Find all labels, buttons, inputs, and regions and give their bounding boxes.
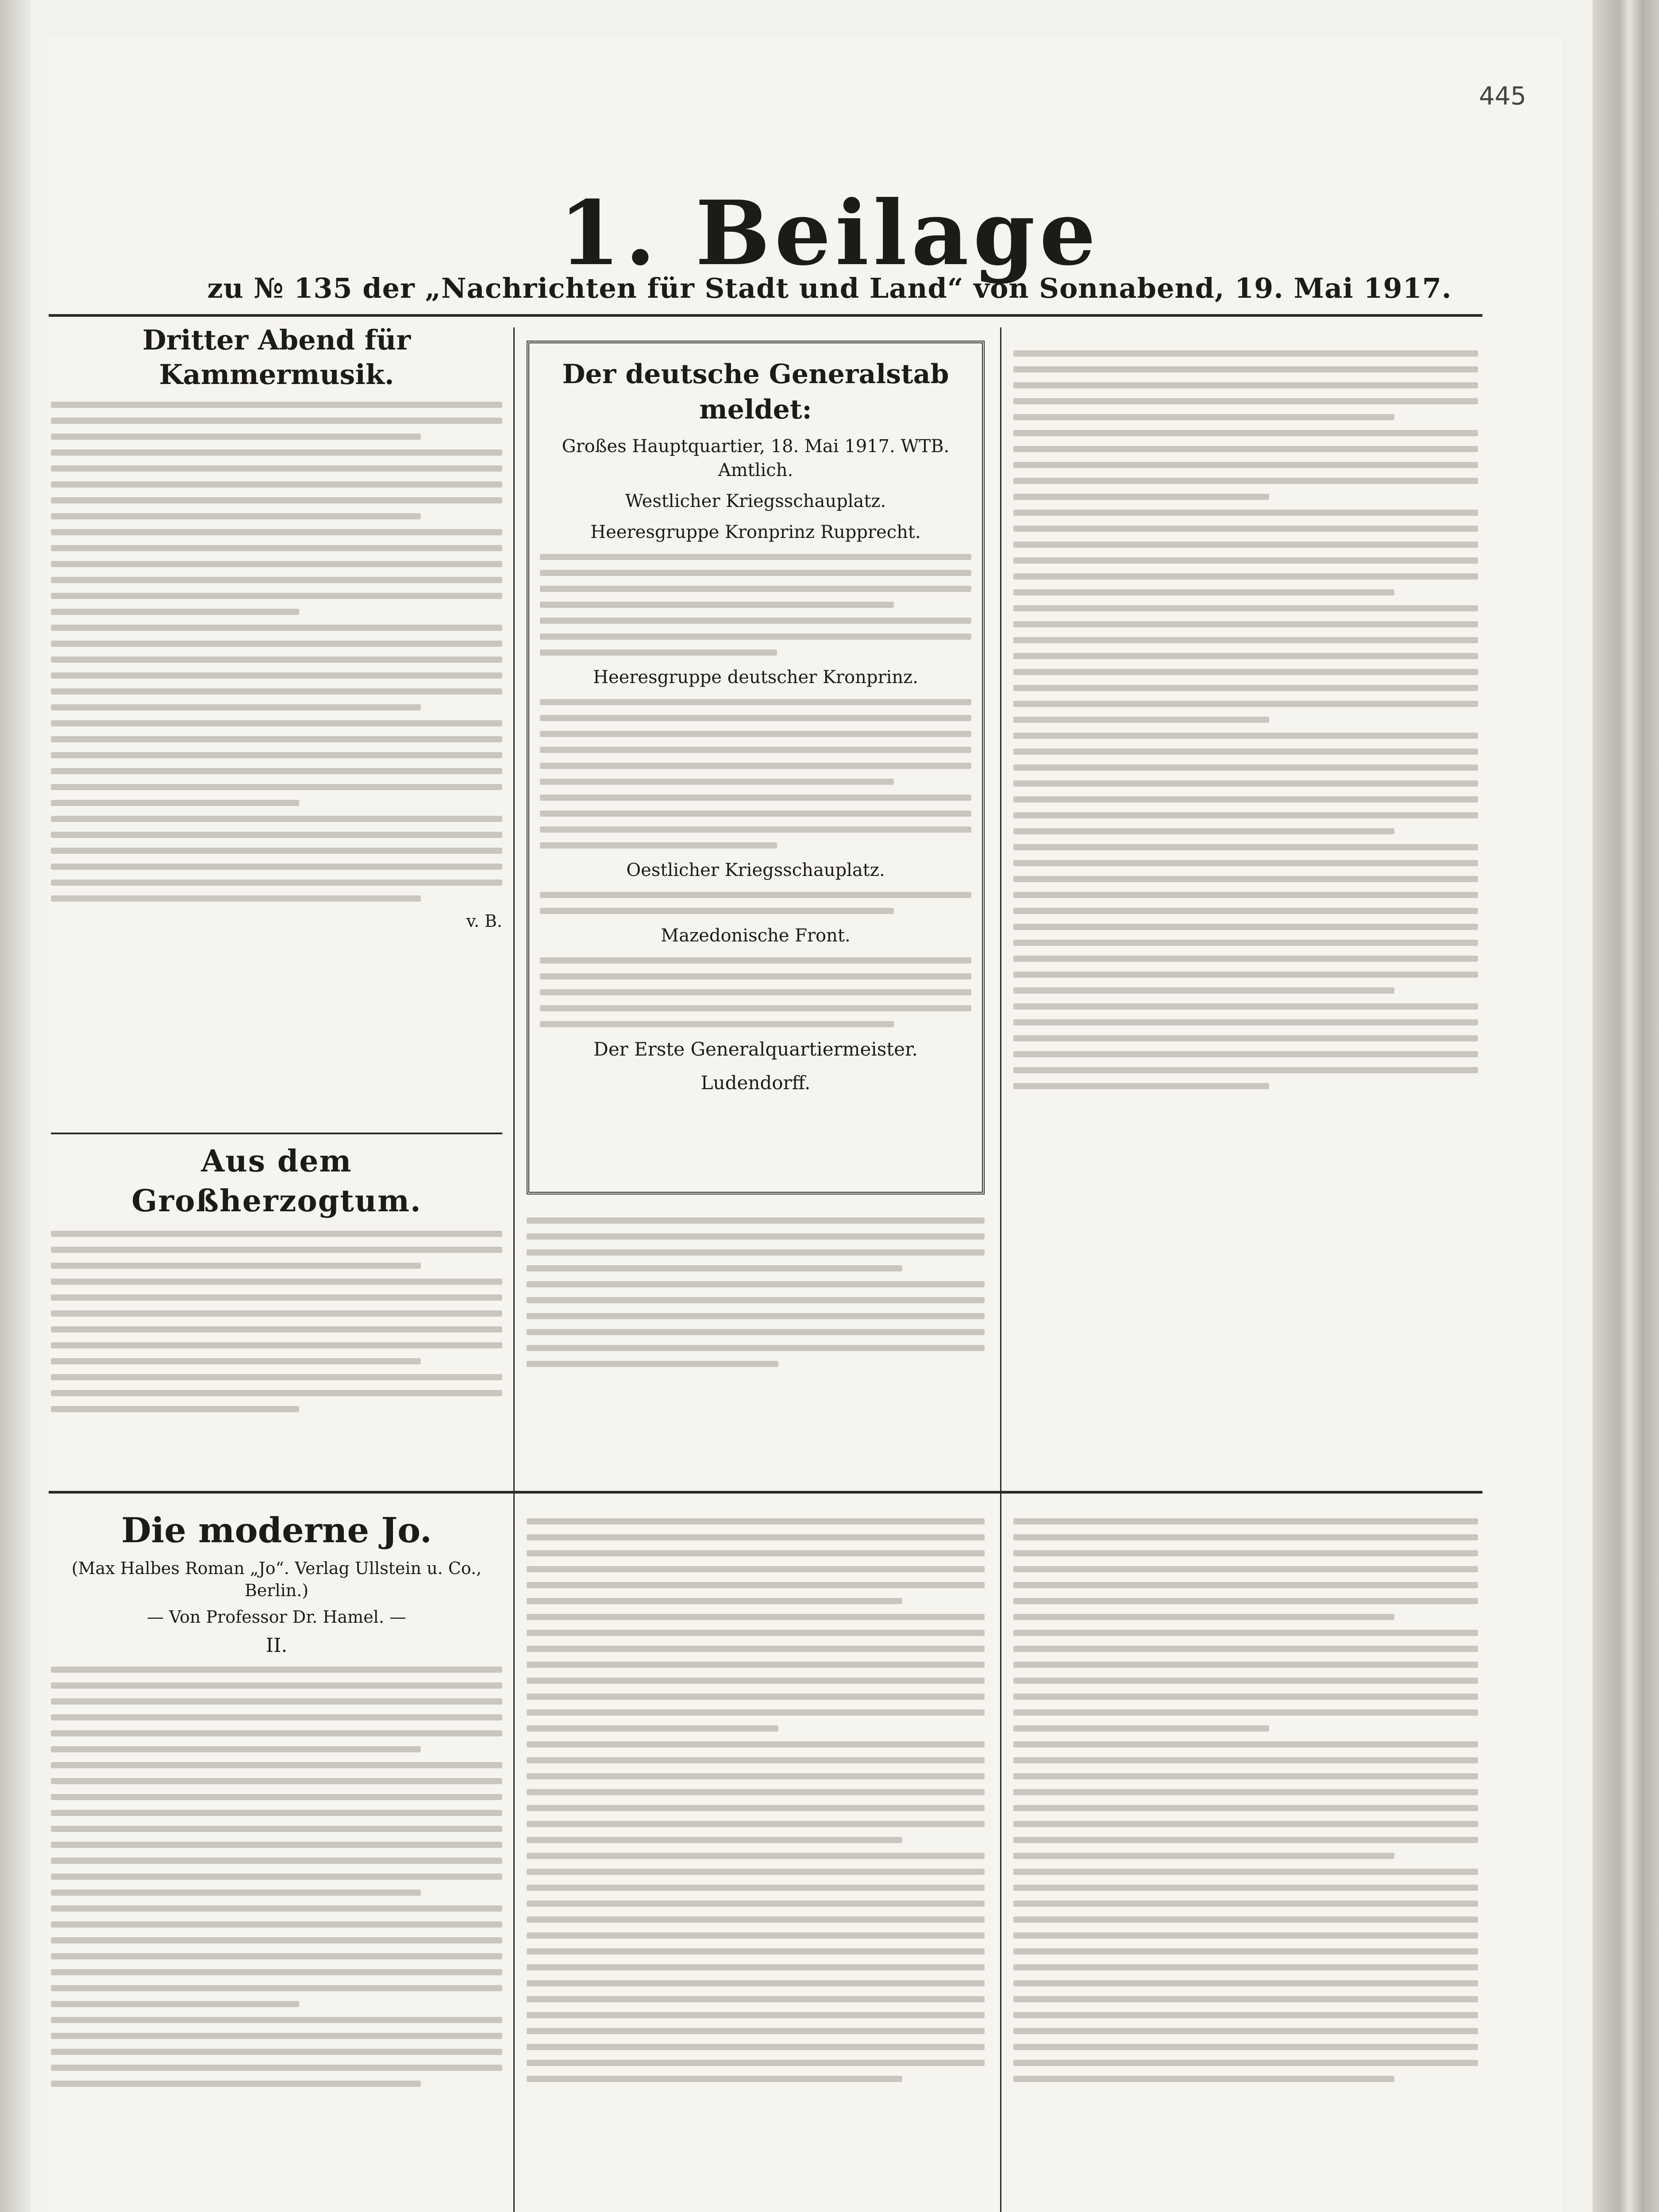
- article-text-line: [527, 1566, 985, 1572]
- novel-byline: (Max Halbes Roman „Jo“. Verlag Ullstein u. Co., Berlin.): [71, 1559, 482, 1600]
- article-text-line: [540, 779, 894, 785]
- article-text-line: [1013, 1678, 1478, 1684]
- article-text-line: [527, 1869, 985, 1875]
- article-text-line: [1013, 1646, 1478, 1652]
- article-text-line: [51, 2001, 299, 2007]
- article-text-line: [51, 1374, 502, 1380]
- article-text-line: [1013, 1019, 1478, 1025]
- article-text-line: [527, 1901, 985, 1907]
- article-text-line: [1013, 892, 1478, 898]
- article-text-line: [51, 1889, 421, 1896]
- article-text-line: [540, 618, 971, 624]
- article-text-line: [527, 2060, 985, 2066]
- article-text-line: [51, 1778, 502, 1784]
- article-text-line: [51, 1826, 502, 1832]
- article-text-line: [1013, 733, 1478, 739]
- article-text-line: [51, 1682, 502, 1689]
- article-text-line: [1013, 1725, 1269, 1732]
- article-text-line: [51, 1858, 502, 1864]
- article-text-line: [1013, 972, 1478, 978]
- novel-author: — Von Professor Dr. Hamel. —: [147, 1607, 406, 1627]
- article-text-line: [527, 2076, 902, 2082]
- article-text-line: [51, 864, 502, 870]
- article-text-line: [51, 609, 299, 615]
- article-text-line: [527, 1646, 985, 1652]
- masthead-title: 1. Beilage: [558, 181, 1101, 285]
- article-text-line: [527, 1630, 985, 1636]
- article-text-line: [1013, 1773, 1478, 1779]
- article-text-line: [51, 1406, 299, 1412]
- article-text-line: [51, 1326, 502, 1333]
- article-text-line: [527, 1345, 985, 1351]
- article-text-line: [1013, 685, 1478, 691]
- article-text-line: [51, 641, 502, 647]
- article-text-line: [51, 672, 502, 679]
- article-text-line: [51, 593, 502, 599]
- article-text-line: [527, 1757, 985, 1763]
- article-text-line: [527, 1805, 985, 1811]
- section-heading-macedonia: Mazedonische Front.: [661, 926, 851, 946]
- article-text-line: [540, 1005, 971, 1011]
- article-text-line: [540, 747, 971, 753]
- article-text-line: [1013, 1534, 1478, 1540]
- article-text-line: [1013, 717, 1269, 723]
- general-staff-title: Der deutsche Generalstab meldet:: [562, 359, 949, 425]
- article-text-line: [1013, 1614, 1394, 1620]
- middle-column-continuation: [527, 1208, 985, 1482]
- article-text-line: [51, 879, 502, 886]
- article-text-line: [51, 402, 502, 408]
- right-column-news: [1013, 341, 1478, 1482]
- article-text-line: [51, 434, 421, 440]
- article-text-line: [1013, 1932, 1478, 1939]
- article-text-line: [527, 1550, 985, 1556]
- article-text-line: [1013, 414, 1394, 420]
- section-heading-west: Westlicher Kriegsschauplatz.: [625, 491, 886, 511]
- article-text-line: [1013, 1821, 1478, 1827]
- article-text-line: [51, 577, 502, 583]
- article-text-line: [1013, 1630, 1478, 1636]
- article-text-line: [1013, 1837, 1478, 1843]
- article-text-line: [51, 1294, 502, 1301]
- article-text-line: [1013, 1051, 1478, 1057]
- article-text-line: [540, 731, 971, 737]
- music-article-title: Dritter Abend für Kammermusik.: [142, 324, 411, 391]
- article-text-line: [1013, 541, 1478, 548]
- article-text-line: [527, 1773, 985, 1779]
- article-text-line: [1013, 494, 1269, 500]
- grand-duchy-title: Aus dem Großherzogtum.: [131, 1144, 422, 1219]
- article-text-line: [51, 784, 502, 790]
- article-text-line: [527, 1932, 985, 1939]
- article-text-line: [540, 570, 971, 576]
- music-article: [51, 323, 502, 1119]
- article-text-line: [1013, 1035, 1478, 1041]
- article-text-line: [527, 1916, 985, 1923]
- article-text-line: [540, 957, 971, 964]
- article-text-line: [1013, 653, 1478, 659]
- article-text-line: [51, 1698, 502, 1705]
- article-text-line: [1013, 2060, 1478, 2066]
- article-text-line: [540, 908, 894, 914]
- article-text-line: [1013, 796, 1478, 803]
- article-text-line: [1013, 812, 1478, 818]
- article-text-line: [1013, 382, 1478, 388]
- article-text-line: [527, 2028, 985, 2034]
- article-text-line: [1013, 2076, 1394, 2082]
- article-text-line: [51, 529, 502, 535]
- article-text-line: [527, 1329, 985, 1335]
- article-text-line: [1013, 1083, 1269, 1089]
- article-text-line: [51, 704, 421, 710]
- article-text-line: [1013, 669, 1478, 675]
- article-text-line: [51, 1342, 502, 1348]
- article-text-line: [51, 1985, 502, 1991]
- grand-duchy-section: [51, 1141, 502, 1478]
- article-text-line: [1013, 589, 1394, 595]
- article-text-line: [1013, 1916, 1478, 1923]
- article-text-line: [51, 752, 502, 758]
- article-text-line: [540, 649, 777, 656]
- article-text-line: [1013, 1598, 1478, 1604]
- article-text-line: [1013, 924, 1478, 930]
- article-text-line: [51, 449, 502, 456]
- article-text-line: [540, 699, 971, 705]
- novel-review-title: Die moderne Jo.: [121, 1510, 432, 1551]
- article-text-line: [1013, 828, 1394, 834]
- article-text-line: [540, 586, 971, 592]
- article-text-line: [527, 1233, 985, 1240]
- article-text-line: [527, 1725, 778, 1732]
- header-rule: [49, 314, 1482, 317]
- article-text-line: [51, 736, 502, 742]
- article-text-line: [540, 763, 971, 769]
- feuilleton-rule: [49, 1491, 1482, 1494]
- article-text-line: [527, 1361, 778, 1367]
- article-text-line: [1013, 478, 1478, 484]
- book-page-stack: [1593, 0, 1659, 2212]
- article-text-line: [527, 1789, 985, 1795]
- article-text-line: [1013, 2012, 1478, 2018]
- article-text-line: [540, 1021, 894, 1027]
- article-text-line: [527, 1614, 985, 1620]
- article-text-line: [527, 1694, 985, 1700]
- article-text-line: [1013, 844, 1478, 850]
- article-text-line: [51, 1842, 502, 1848]
- article-text-line: [1013, 2028, 1478, 2034]
- article-text-line: [51, 1810, 502, 1816]
- article-text-line: [1013, 621, 1478, 627]
- article-text-line: [527, 1534, 985, 1540]
- article-text-line: [51, 1794, 502, 1800]
- article-text-line: [51, 768, 502, 774]
- article-text-line: [1013, 1067, 1478, 1073]
- article-text-line: [1013, 1996, 1478, 2002]
- page-number: 445: [1479, 82, 1526, 111]
- article-text-line: [1013, 1980, 1478, 1986]
- article-text-line: [527, 1948, 985, 1955]
- novel-chapter: II.: [266, 1634, 288, 1657]
- general-staff-report: [527, 341, 985, 1194]
- music-article-signoff: v. B.: [466, 911, 502, 931]
- article-text-line: [527, 1598, 902, 1604]
- article-text-line: [527, 1853, 985, 1859]
- article-text-line: [51, 1231, 502, 1237]
- article-text-line: [51, 1874, 502, 1880]
- article-text-line: [51, 895, 421, 902]
- article-text-line: [51, 2065, 502, 2071]
- article-text-line: [51, 561, 502, 567]
- article-text-line: [51, 832, 502, 838]
- article-text-line: [1013, 1789, 1478, 1795]
- article-text-line: [1013, 350, 1478, 357]
- article-text-line: [1013, 398, 1478, 404]
- article-text-line: [1013, 462, 1478, 468]
- article-text-line: [1013, 573, 1478, 580]
- article-text-line: [51, 513, 421, 519]
- column-divider: [513, 327, 515, 2212]
- article-text-line: [1013, 557, 1478, 564]
- article-text-line: [540, 810, 971, 817]
- general-staff-dateline: Großes Hauptquartier, 18. Mai 1917. WTB. Amtlich.: [562, 436, 950, 480]
- article-text-line: [1013, 940, 1478, 946]
- article-text-line: [527, 1741, 985, 1747]
- article-text-line: [540, 602, 894, 608]
- signature-rank: Der Erste Generalquartiermeister.: [593, 1038, 918, 1060]
- article-text-line: [540, 826, 971, 833]
- article-text-line: [1013, 860, 1478, 866]
- masthead-subtitle: zu № 135 der „Nachrichten für Stadt und Land“ von Sonnabend, 19. Mai 1917.: [207, 272, 1452, 304]
- novel-review-continued: [527, 1509, 985, 2212]
- column-divider: [1000, 327, 1001, 2212]
- article-text-line: [540, 842, 777, 849]
- article-text-line: [527, 1217, 985, 1224]
- article-text-line: [51, 545, 502, 551]
- article-text-line: [1013, 637, 1478, 643]
- article-text-line: [1013, 1805, 1478, 1811]
- article-text-line: [1013, 1741, 1478, 1747]
- article-text-line: [527, 1297, 985, 1303]
- article-text-line: [527, 1662, 985, 1668]
- article-text-line: [51, 2081, 421, 2087]
- article-text-line: [1013, 1662, 1478, 1668]
- article-text-line: [1013, 510, 1478, 516]
- article-text-line: [1013, 956, 1478, 962]
- article-text-line: [1013, 1550, 1478, 1556]
- article-text-line: [51, 688, 502, 695]
- article-text-line: [540, 634, 971, 640]
- article-text-line: [51, 2033, 502, 2039]
- article-text-line: [1013, 908, 1478, 914]
- signature-name: Ludendorff.: [701, 1072, 811, 1094]
- article-text-line: [1013, 1582, 1478, 1588]
- article-text-line: [1013, 605, 1478, 611]
- section-heading-group-rupprecht: Heeresgruppe Kronprinz Rupprecht.: [590, 522, 921, 542]
- article-text-line: [51, 657, 502, 663]
- article-text-line: [51, 816, 502, 822]
- article-text-line: [527, 2012, 985, 2018]
- article-text-line: [527, 1980, 985, 1986]
- article-text-line: [51, 1762, 502, 1768]
- article-text-line: [1013, 764, 1478, 771]
- article-text-line: [527, 1709, 985, 1716]
- article-text-line: [51, 1714, 502, 1720]
- article-text-line: [1013, 987, 1394, 994]
- article-text-line: [1013, 1869, 1478, 1875]
- article-text-line: [527, 1678, 985, 1684]
- article-text-line: [1013, 1757, 1478, 1763]
- article-text-line: [51, 1247, 502, 1253]
- article-text-line: [51, 2049, 502, 2055]
- article-text-line: [51, 497, 502, 503]
- article-text-line: [51, 481, 502, 488]
- article-text-line: [1013, 1964, 1478, 1970]
- article-text-line: [1013, 366, 1478, 373]
- article-text-line: [51, 465, 502, 472]
- article-text-line: [51, 1310, 502, 1317]
- article-text-line: [540, 554, 971, 560]
- novel-review-continued-2: [1013, 1509, 1478, 2212]
- article-text-line: [51, 848, 502, 854]
- article-text-line: [1013, 1885, 1478, 1891]
- article-text-line: [1013, 1003, 1478, 1010]
- article-text-line: [1013, 1518, 1478, 1525]
- article-text-line: [527, 2044, 985, 2050]
- article-text-line: [527, 1996, 985, 2002]
- article-text-line: [1013, 1709, 1478, 1716]
- article-text-line: [51, 625, 502, 631]
- article-text-line: [51, 1730, 502, 1736]
- article-text-line: [1013, 1948, 1478, 1955]
- article-text-line: [1013, 701, 1478, 707]
- article-text-line: [1013, 2044, 1478, 2050]
- article-text-line: [540, 973, 971, 979]
- article-text-line: [1013, 876, 1478, 882]
- article-text-line: [527, 1964, 985, 1970]
- article-text-line: [51, 800, 299, 806]
- article-text-line: [51, 1667, 502, 1673]
- article-text-line: [527, 1837, 902, 1843]
- article-text-line: [527, 1518, 985, 1525]
- article-text-line: [540, 795, 971, 801]
- article-text-line: [527, 1265, 902, 1271]
- article-text-line: [51, 720, 502, 726]
- article-text-line: [51, 1937, 502, 1943]
- article-text-line: [51, 418, 502, 424]
- section-rule: [51, 1133, 502, 1134]
- article-text-line: [51, 1969, 502, 1975]
- article-text-line: [1013, 446, 1478, 452]
- article-text-line: [527, 1249, 985, 1256]
- article-text-line: [527, 1313, 985, 1319]
- section-heading-group-crown-prince: Heeresgruppe deutscher Kronprinz.: [593, 667, 918, 687]
- article-text-line: [51, 1746, 421, 1752]
- article-text-line: [1013, 749, 1478, 755]
- article-text-line: [540, 892, 971, 898]
- article-text-line: [51, 2017, 502, 2023]
- article-text-line: [51, 1279, 502, 1285]
- article-text-line: [51, 1358, 421, 1364]
- article-text-line: [540, 989, 971, 995]
- article-text-line: [527, 1281, 985, 1287]
- article-text-line: [1013, 1901, 1478, 1907]
- article-text-line: [1013, 1853, 1394, 1859]
- article-text-line: [1013, 1694, 1478, 1700]
- article-text-line: [1013, 1566, 1478, 1572]
- article-text-line: [540, 715, 971, 721]
- article-text-line: [527, 1582, 985, 1588]
- article-text-line: [51, 1390, 502, 1396]
- article-text-line: [527, 1821, 985, 1827]
- article-text-line: [51, 1263, 421, 1269]
- article-text-line: [1013, 526, 1478, 532]
- article-text-line: [1013, 780, 1478, 787]
- article-text-line: [527, 1885, 985, 1891]
- scan-left-edge: [0, 0, 31, 2212]
- article-text-line: [51, 1953, 502, 1959]
- novel-review: [51, 1509, 502, 2212]
- article-text-line: [51, 1905, 502, 1912]
- section-heading-east: Oestlicher Kriegsschauplatz.: [626, 860, 885, 880]
- article-text-line: [1013, 430, 1478, 436]
- article-text-line: [51, 1921, 502, 1928]
